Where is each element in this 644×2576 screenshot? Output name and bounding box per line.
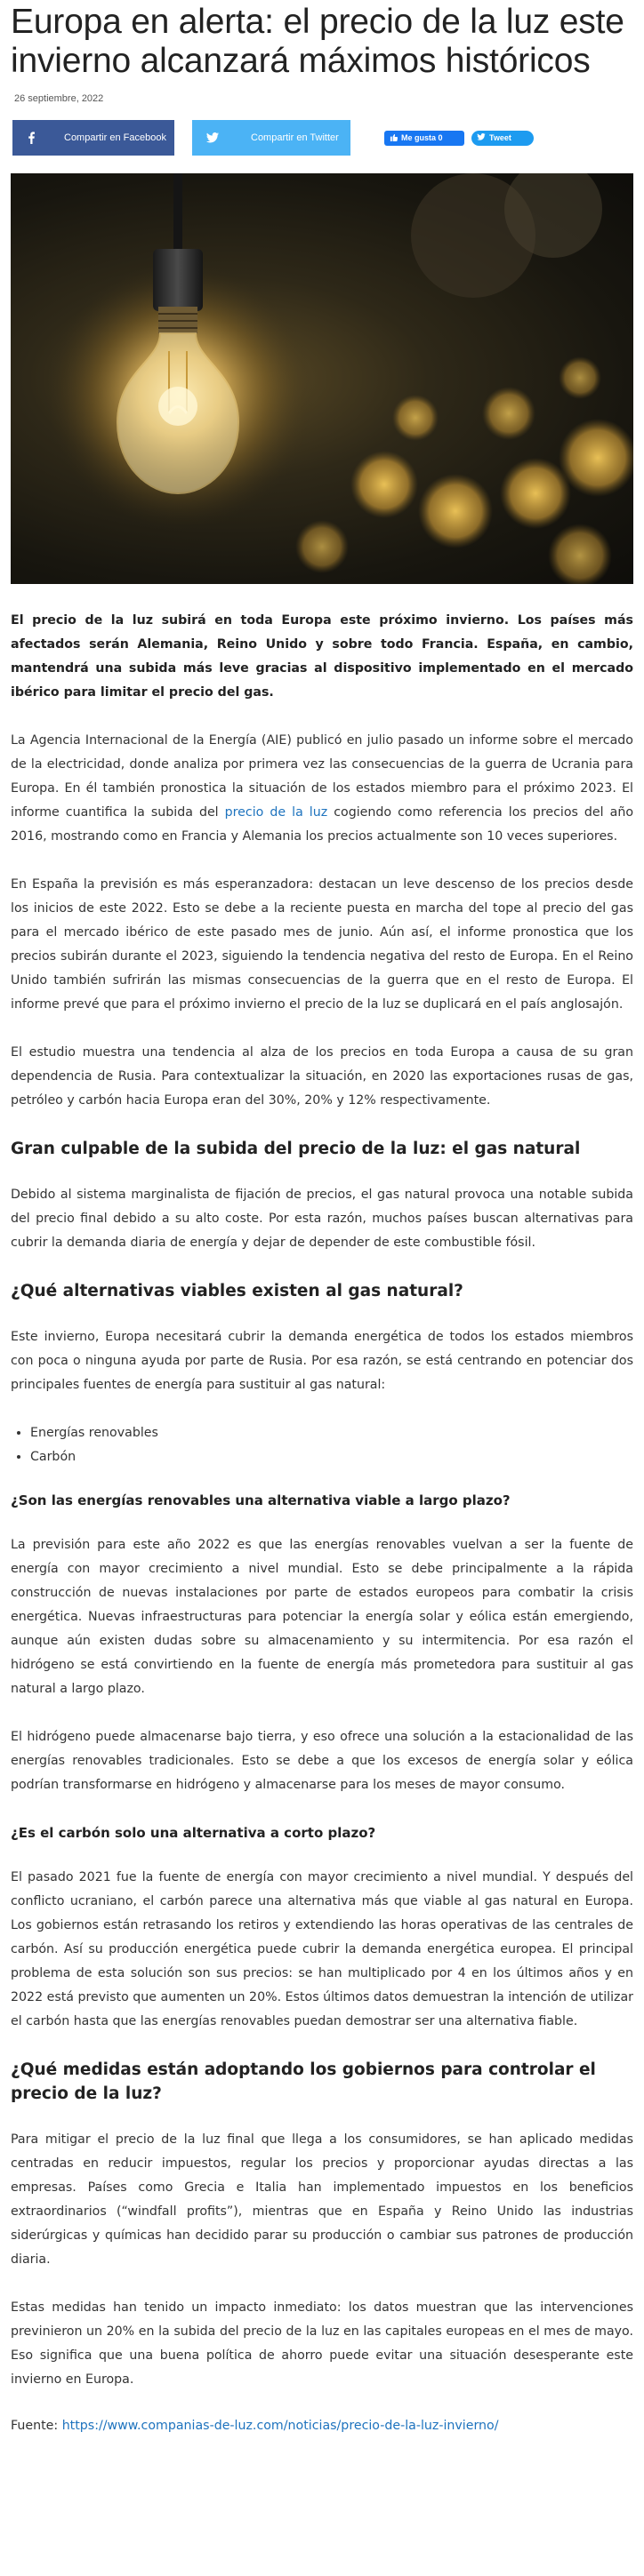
paragraph: El estudio muestra una tendencia al alza de los precios en toda Europa a causa de su gran dependencia de Rusia. Para contextualizar la situación, en 2020 las exportaciones rusas de gas, petróleo y carbón hacia Europa eran del 30%, 20% y 12% respectivamente. — [11, 1045, 633, 1108]
paragraph: La previsión para este año 2022 es que las energías renovables vuelvan a ser la fuente de energía con mayor crecimiento a nivel mundial. Esto se debe principalmente a la rápida construcción de nuevas instalaciones por parte de estados europeos para combatir la crisis energética. Nuevas infraestructuras para potenciar la energía solar y eólica están emergiendo, aunque aún existen dudas sobre su almacenamiento y su intermitencia. Por esa razón el hidrógeno se está convirtiendo en la fuente de energía más prometedora para sustituir al gas natural a largo plazo. — [11, 1538, 633, 1696]
share-facebook-button[interactable] — [12, 120, 174, 156]
paragraph: Estas medidas han tenido un impacto inmediato: los datos muestran que las intervenciones previnieron un 20% en la subida del precio de la luz en las capitales europeas en el mes de mayo. Eso significa que una buena política de ahorro puede evitar una situación desesperante este invierno en Europa. — [11, 2300, 633, 2387]
paragraph-text: La Agencia Internacional de la Energía (AIE) publicó en julio pasado un informe sobre el mercado de la electricidad, donde analiza por primera vez las consecuencias de la guerra de Ucrania para Europa. En él también pronostica la situación de los estados miembro para el próximo 2023. El informe cuantifica la subida del — [11, 733, 633, 820]
light-bulb-illustration — [11, 173, 633, 584]
like-count-label: Me gusta 0 — [401, 133, 443, 142]
paragraph — [11, 729, 633, 849]
paragraph-text: cogiendo como referencia los precios del año 2016, mostrando como en Francia y Alemania los precios actualmente son 10 veces superiores. — [11, 805, 633, 844]
share-twitter-button[interactable] — [192, 120, 350, 156]
article-body — [11, 609, 633, 2438]
section-heading-gas: Gran culpable de la subida del precio de la luz: el gas natural — [11, 1140, 581, 1158]
tweet-button[interactable] — [471, 131, 534, 146]
section-heading-alternatives: ¿Qué alternativas viables existen al gas natural? — [11, 1282, 463, 1300]
share-twitter-label: Compartir en Twitter — [251, 132, 339, 143]
share-bar — [11, 120, 633, 156]
article-title: Europa en alerta: el precio de la luz este invierno alcanzará máximos históricos — [11, 3, 624, 80]
hero-image-light-bulb — [11, 173, 633, 584]
list-item: • Energías renovables — [30, 1421, 633, 1445]
twitter-icon — [206, 132, 219, 144]
source-line — [11, 2414, 633, 2438]
source-label: Fuente: — [11, 2419, 62, 2433]
social-counters — [384, 131, 534, 146]
subheading-coal: ¿Es el carbón solo una alternativa a corto plazo? — [11, 1825, 376, 1841]
source-link[interactable]: https://www.companias-de-luz.com/noticias/precio-de-la-luz-invierno/ — [61, 2419, 499, 2433]
paragraph: Este invierno, Europa necesitará cubrir la demanda energética de todos los estados miembros con poca o ninguna ayuda por parte de Rusia. Por esa razón, se está centrando en potenciar dos principales fuentes de energía para sustituir al gas natural: — [11, 1330, 633, 1392]
section-heading-measures: ¿Qué medidas están adoptando los gobiernos para controlar el precio de la luz? — [11, 2060, 596, 2103]
paragraph: El hidrógeno puede almacenarse bajo tierra, y eso ofrece una solución a la estacionalidad de las energías renovables tradicionales. Esto se debe a que los excesos de energía solar y eólica podrían transformarse en hidrógeno y almacenarse para los meses de mayor consumo. — [11, 1730, 633, 1792]
paragraph: En España la previsión es más esperanzadora: destacan un leve descenso de los precios desde los inicios de este 2022. Esto se debe a la reciente puesta en marcha del tope al precio del gas para el mercado ibérico de este pasado mes de junio. Aún así, el informe pronostica que los precios subirán durante el 2023, siguiendo la tendencia negativa del resto de Europa. En el Reino Unido también sufrirán las mismas consecuencias de la guerra que en el resto de Europa. El informe prevé que para el próximo invierno el precio de la luz se duplicará en el país anglosajón. — [11, 877, 633, 1012]
article-date: 26 septiembre, 2022 — [14, 93, 104, 104]
tweet-label: Tweet — [489, 133, 511, 142]
alternatives-list — [11, 1421, 633, 1469]
tweet-bird-icon — [477, 133, 486, 142]
lead-paragraph: El precio de la luz subirá en toda Europa este próximo invierno. Los países más afectados serán Alemania, Reino Unido y sobre todo Francia. España, en cambio, mantendrá una subida más leve gracias al dispositivo implementado en el mercado ibérico para limitar el precio del gas. — [11, 613, 633, 700]
facebook-like-button[interactable] — [384, 131, 464, 146]
list-item: • Carbón — [30, 1445, 633, 1469]
thumbs-up-icon — [390, 133, 398, 143]
paragraph: Debido al sistema marginalista de fijación de precios, el gas natural provoca una notable subida del precio final debido a su alto coste. Por esta razón, muchos países buscan alternativas para cubrir la demanda diaria de energía y dejar de depender de este combustible fósil. — [11, 1188, 633, 1250]
paragraph: El pasado 2021 fue la fuente de energía con mayor crecimiento a nivel mundial. Y después del conflicto ucraniano, el carbón parece una alternativa más que viable al gas natural en Europa. Los gobiernos están retrasando los retiros y extendiendo las horas operativas de las centrales de carbón. Así su producción energética puede cubrir la demanda energética europea. El principal problema de esta solución son sus precios: se han multiplicado por 4 en los últimos años y en 2022 está previsto que aumenten un 20%. Estos últimos datos demuestran la intención de utilizar el carbón hasta que las energías renovables puedan demostrar ser una alternativa fiable. — [11, 1870, 633, 2028]
paragraph: Para mitigar el precio de la luz final que llega a los consumidores, se han aplicado medidas centradas en reducir impuestos, regular los precios y proporcionar ayudas directas a las empresas. Países como Grecia e Italia han implementado impuestos en los beneficios extraordinarios (“windfall profits”), mientras que en España y Reino Unido las industrias siderúrgicas y químicas han decidido parar su producción o cambiar sus patrones de producción diaria. — [11, 2132, 633, 2267]
precio-de-la-luz-link[interactable]: precio de la luz — [224, 805, 328, 820]
facebook-icon — [25, 132, 37, 144]
subheading-renewables: ¿Son las energías renovables una alternativa viable a largo plazo? — [11, 1492, 511, 1508]
share-facebook-label: Compartir en Facebook — [64, 132, 166, 143]
